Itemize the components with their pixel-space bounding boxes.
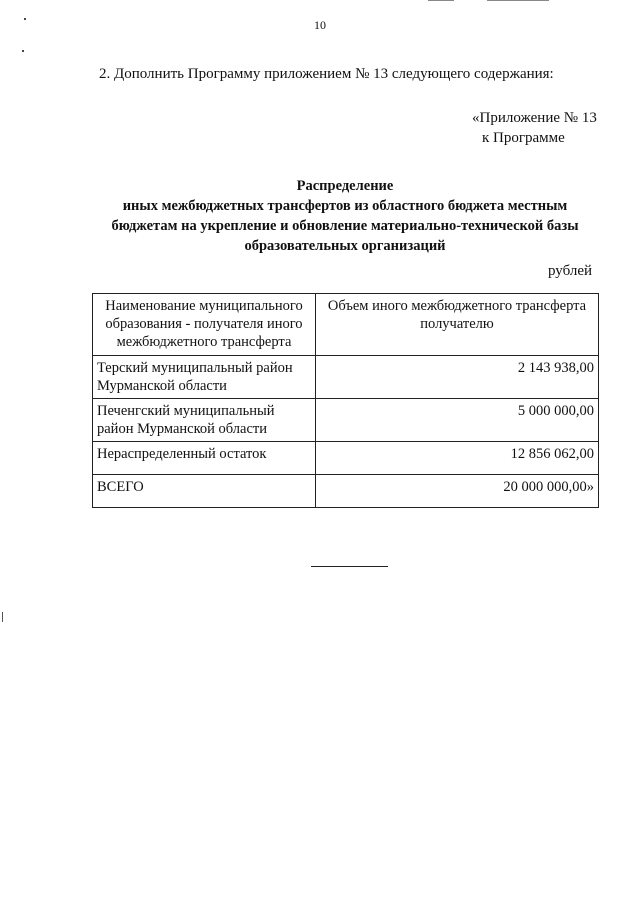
column-header-amount: Объем иного межбюджетного трансферта получателю: [316, 294, 599, 356]
page-number: 10: [314, 18, 326, 32]
title-line: Распределение: [296, 178, 394, 194]
title-line: бюджетам на укрепление и обновление материально-технической базы: [111, 218, 579, 234]
scan-dot: [22, 50, 24, 52]
amount-cell: 12 856 062,00: [316, 442, 599, 475]
appendix-line: к Программе: [482, 130, 565, 146]
amount-cell: 2 143 938,00: [316, 356, 599, 399]
recipient-cell: Терский муниципальный район Мурманской области: [93, 356, 316, 399]
end-rule: [311, 566, 388, 567]
scan-mark-line: [428, 0, 454, 1]
total-amount-cell: 20 000 000,00»: [316, 475, 599, 508]
title-line: образовательных организаций: [244, 238, 446, 254]
appendix-line: «Приложение № 13: [472, 110, 597, 126]
total-label-cell: ВСЕГО: [93, 475, 316, 508]
appendix-reference: [472, 108, 597, 148]
transfers-table: [92, 293, 599, 508]
scan-mark-line: [487, 0, 549, 1]
units-label: рублей: [548, 263, 593, 279]
title-line: иных межбюджетных трансфертов из областного бюджета местным: [122, 198, 568, 214]
table-row: [93, 356, 599, 399]
document-title: [90, 176, 600, 256]
column-header-recipient: Наименование муниципального образования - получателя иного межбюджетного трансферта: [93, 294, 316, 356]
recipient-cell: Нераспределенный остаток: [93, 442, 316, 475]
recipient-cell: Печенгский муниципальный район Мурманской области: [93, 399, 316, 442]
amount-cell: 5 000 000,00: [316, 399, 599, 442]
table-header-row: [93, 294, 599, 356]
scan-mark: [2, 612, 3, 622]
amendment-item: 2. Дополнить Программу приложением № 13 следующего содержания:: [99, 66, 554, 82]
table-row: [93, 442, 599, 475]
table-row: [93, 399, 599, 442]
table-row-total: [93, 475, 599, 508]
